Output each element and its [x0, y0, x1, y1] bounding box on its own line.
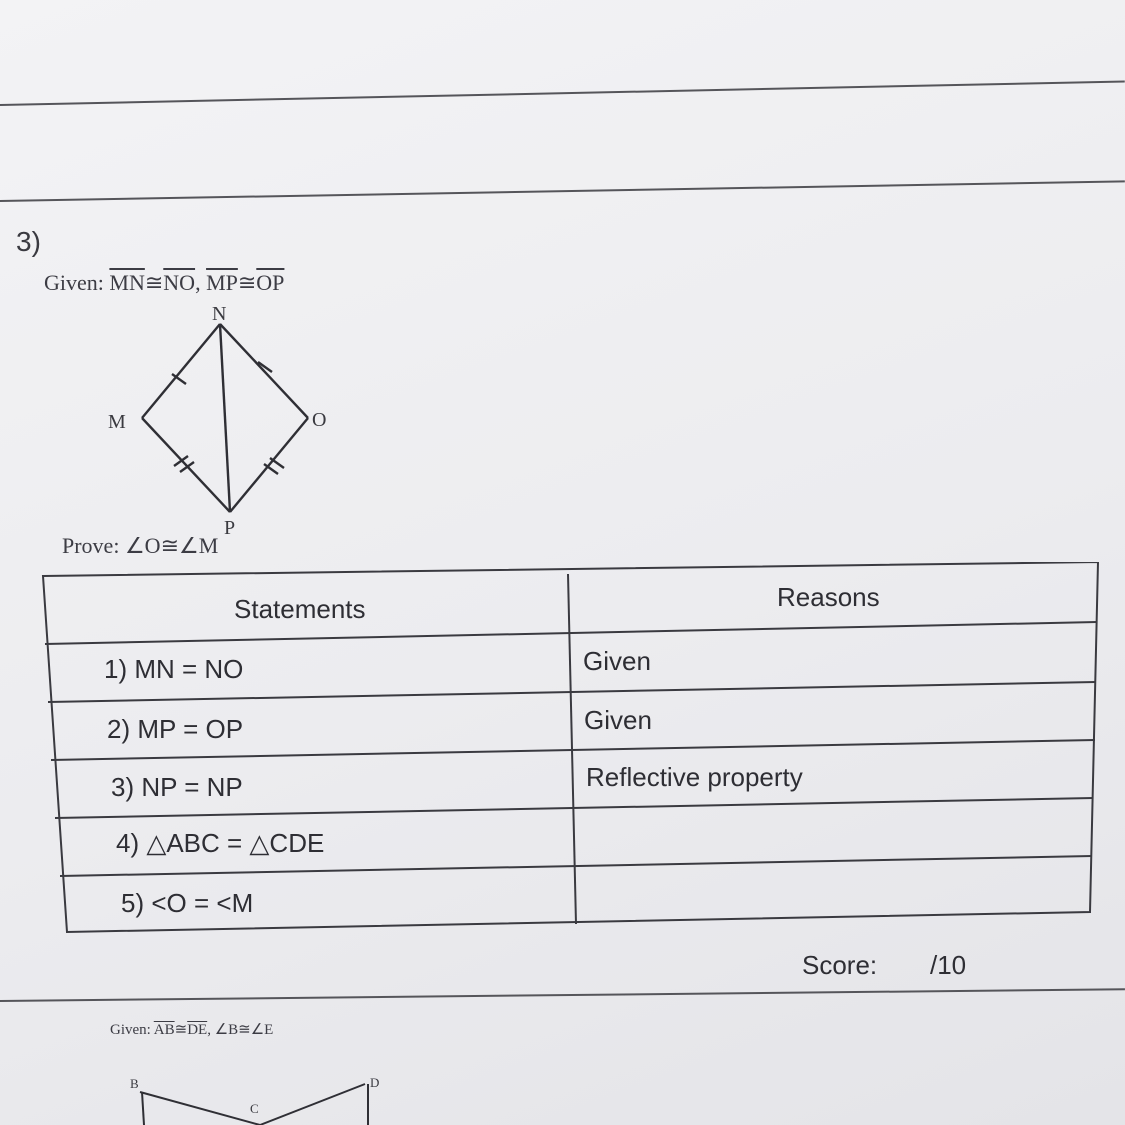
vertex-label-n: N — [212, 303, 227, 325]
vertex-label-p: P — [224, 517, 236, 536]
header-reasons: Reasons — [777, 582, 880, 612]
segment-no — [220, 324, 308, 418]
vertex-label-d: D — [370, 1075, 380, 1090]
header-statements: Statements — [234, 594, 366, 624]
next-segment-ab: $\overline{AB}$ — [153, 1022, 175, 1038]
congruent-symbol: ≅ — [237, 270, 257, 295]
segment-mp — [142, 418, 230, 512]
vertex-label-c: C — [250, 1101, 259, 1116]
segment-np — [220, 324, 230, 512]
score-label: Score: — [802, 950, 878, 980]
next-given-statement — [110, 1020, 273, 1039]
problem-number: 3) — [16, 226, 41, 257]
given-segment-mp: $\overline{MP}$ — [206, 270, 238, 295]
segment-bc — [140, 1092, 260, 1125]
table-border — [43, 562, 1098, 932]
next-diagram — [120, 1070, 400, 1125]
prove-statement — [62, 533, 218, 559]
segment-mn — [142, 324, 220, 418]
reason-1: Given — [583, 646, 651, 676]
next-given-angles: , ∠B≅∠E — [207, 1022, 274, 1038]
kite-diagram — [100, 296, 340, 536]
row-divider — [48, 682, 1096, 702]
given-segment-no: $\overline{NO}$ — [163, 270, 196, 295]
prove-angles: ∠O≅∠M — [124, 533, 219, 558]
statement-1: 1) MN = NO — [104, 654, 244, 684]
next-problem-divider — [0, 988, 1125, 1002]
reason-3: Reflective property — [586, 762, 803, 792]
segment-b-vertical — [142, 1092, 144, 1125]
congruent-symbol: ≅ — [174, 1022, 188, 1038]
reason-2: Given — [584, 705, 652, 735]
given-label: Given: — [44, 270, 104, 295]
row-divider — [45, 622, 1097, 644]
proof-table — [40, 562, 1102, 937]
given-statement — [44, 270, 284, 296]
score-value: /10 — [930, 950, 967, 980]
congruent-symbol: ≅ — [144, 270, 164, 295]
top-divider — [0, 80, 1125, 106]
statement-4: 4) △ABC = △CDE — [116, 828, 325, 858]
given-separator: , — [195, 270, 201, 295]
table-grid — [40, 562, 1102, 937]
problem-divider — [0, 180, 1125, 202]
row-divider — [60, 856, 1092, 876]
statement-2: 2) MP = OP — [107, 714, 244, 744]
segment-cd — [260, 1084, 365, 1125]
next-segment-de: $\overline{DE}$ — [187, 1022, 208, 1038]
segment-op — [230, 418, 308, 512]
vertex-label-o: O — [312, 409, 327, 431]
vertex-label-b: B — [130, 1076, 139, 1091]
statement-3: 3) NP = NP — [111, 772, 243, 802]
given-segment-op: $\overline{OP}$ — [256, 270, 285, 295]
statement-5: 5) <O = <M — [121, 888, 254, 918]
given-segment-mn: $\overline{MN}$ — [109, 270, 145, 295]
prove-label: Prove: — [62, 533, 120, 558]
next-given-label: Given: — [110, 1022, 151, 1038]
vertex-label-m: M — [108, 411, 126, 433]
